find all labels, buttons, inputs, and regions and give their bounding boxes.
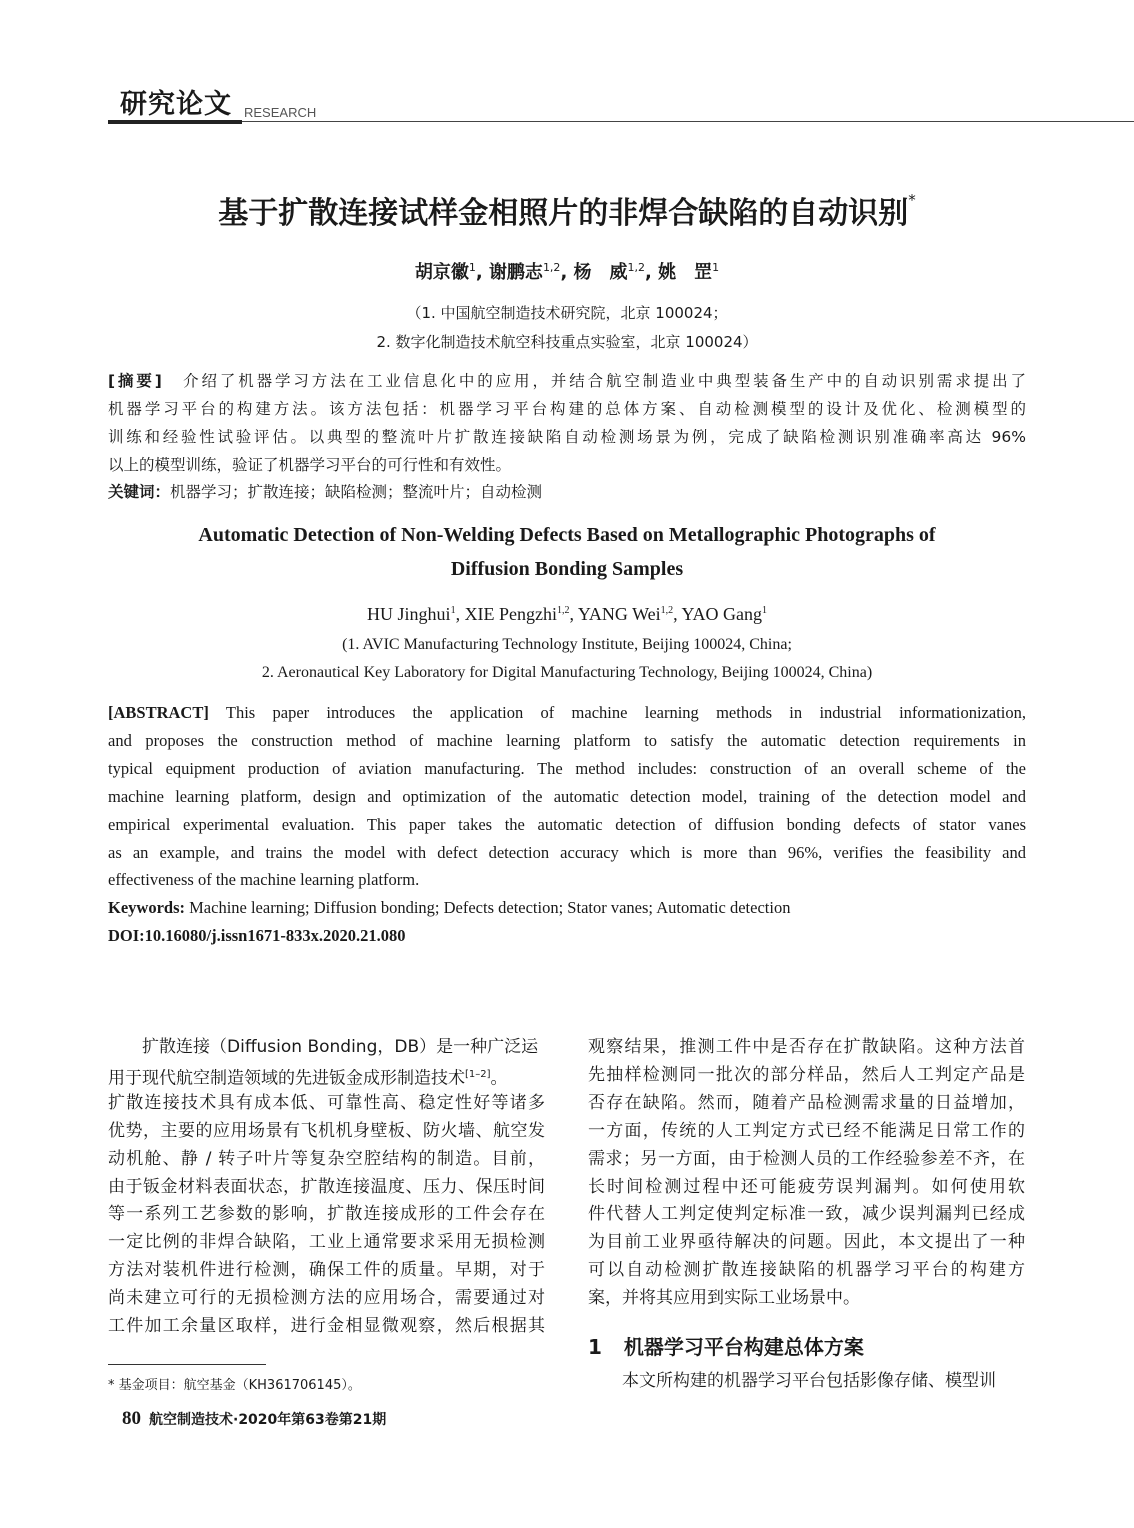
author-name: HU Jinghui <box>367 604 451 624</box>
affiliation-cn-2: 2. 数字化制造技术航空科技重点实验室，北京 100024） <box>376 333 758 351</box>
author-affil: 1 <box>761 605 767 616</box>
author-name: XIE Pengzhi <box>464 604 558 624</box>
body-line: 等一系列工艺参数的影响，扩散连接成形的工件会存在 <box>108 1204 545 1224</box>
keywords-en <box>108 898 1026 918</box>
abstract-cn-text: 介绍了机器学习方法在工业信息化中的应用，并结合航空制造业中典型装备生产中的自动识别需求提出了 <box>183 372 1026 390</box>
author-affil: 1 <box>450 605 456 616</box>
author-affil: 1,2 <box>660 605 674 616</box>
body-line: 一定比例的非焊合缺陷，工业上通常要求采用无损检测 <box>108 1232 545 1252</box>
affiliation-en-2: 2. Aeronautical Key Laboratory for Digital Manufacturing Technology, Beijing 100024, China) <box>261 664 873 681</box>
keywords-en-text: Machine learning; Diffusion bonding; Defects detection; Stator vanes; Automatic detection <box>189 898 791 917</box>
abstract-cn-line: 训练和经验性试验评估。以典型的整流叶片扩散连接缺陷自动检测场景为例，完成了缺陷检测识别准确率高达 96% <box>108 428 1026 446</box>
author-name: YANG Wei <box>577 604 661 624</box>
authors-en: HU Jinghui$^1$, XIE Pengzhi$^{1,2}$, YANG Wei$^{1,2}$, YAO Gang$^1$ <box>367 604 767 624</box>
body-line: 动机舱、静 / 转子叶片等复杂空腔结构的制造。目前， <box>108 1149 545 1169</box>
author-name: 姚 罡 <box>658 262 713 283</box>
body-line: 可以自动检测扩散连接缺陷的机器学习平台的构建方 <box>588 1260 1025 1280</box>
abstract-en-line: empirical experimental evaluation. This paper takes the automatic detection of diffusion bonding defects of stator vanes <box>108 815 1026 834</box>
author-affil: 1,2 <box>542 261 561 274</box>
citation: [1–2] <box>465 1069 491 1080</box>
paper-title-cn <box>0 188 1134 232</box>
author-name: 胡京徽 <box>414 262 469 283</box>
abstract-en-line: machine learning platform, design and optimization of the automatic detection model, training of the detection model and <box>108 787 1026 806</box>
author-affil: 1,2 <box>627 261 646 274</box>
authors-cn: 胡京徽$^1$, 谢鹏志$^{1,2}$, 杨 威$^{1,2}$, 姚 罡$^1$ <box>414 261 720 283</box>
journal-info: 航空制造技术·2020年第63卷第21期 <box>149 1412 387 1428</box>
paper-title-en-line-2: Diffusion Bonding Samples <box>450 558 684 580</box>
body-line: 由于钣金材料表面状态，扩散连接温度、压力、保压时间 <box>108 1177 545 1197</box>
body-line: 否存在缺陷。然而，随着产品检测需求量的日益增加， <box>588 1093 1025 1113</box>
abstract-cn-line <box>108 371 1026 391</box>
body-line: 本文所构建的机器学习平台包括影像存储、模型训 <box>622 1371 996 1391</box>
author-affil: 1 <box>468 261 476 274</box>
body-line: 为目前工业界亟待解决的问题。因此，本文提出了一种 <box>588 1232 1025 1252</box>
body-line: 扩散连接（Diffusion Bonding，DB）是一种广泛运 <box>142 1037 539 1057</box>
abstract-en-line: effectiveness of the machine learning platform. <box>108 870 420 889</box>
body-line: 先抽样检测同一批次的部分样品，然后人工判定产品是 <box>588 1065 1025 1085</box>
section-label-en: RESEARCH <box>244 105 317 120</box>
body-line: 一方面，传统的人工判定方式已经不能满足日常工作的 <box>588 1121 1025 1141</box>
affiliation-en-1: (1. AVIC Manufacturing Technology Institute, Beijing 100024, China; <box>342 636 792 653</box>
author-name: 杨 威 <box>573 262 628 283</box>
title-footnote-mark: * <box>908 191 916 209</box>
header-rule-thin <box>242 121 1134 122</box>
body-line: 观察结果，推测工件中是否存在扩散缺陷。这种方法首 <box>588 1037 1025 1057</box>
body-line: 用于现代航空制造领域的先进钣金成形制造技术[1–2]。 <box>108 1068 508 1089</box>
section-title: 机器学习平台构建总体方案 <box>623 1335 864 1359</box>
author-affil: 1 <box>712 261 720 274</box>
abstract-en-line: and proposes the construction method of machine learning platform to satisfy the automatic detection requirements in <box>108 731 1026 750</box>
section-number: 1 <box>588 1335 602 1359</box>
body-line: 案，并将其应用到实际工业场景中。 <box>588 1288 860 1308</box>
body-line: 件代替人工判定使判定标准一致，减少误判漏判已经成 <box>588 1204 1025 1224</box>
abstract-cn-label: [摘要] <box>108 372 162 390</box>
keywords-cn <box>108 482 1026 502</box>
paper-title-en-line-1: Automatic Detection of Non-Welding Defects Based on Metallographic Photographs of <box>198 524 936 546</box>
author-name: YAO Gang <box>681 604 762 624</box>
body-line: 优势，主要的应用场景有飞机机身壁板、防火墙、航空发 <box>108 1121 545 1141</box>
body-line: 工件加工余量区取样，进行金相显微观察，然后根据其 <box>108 1316 545 1336</box>
abstract-en-line <box>108 703 1026 723</box>
abstract-en-line: typical equipment production of aviation manufacturing. The method includes: construction of an overall scheme of the <box>108 759 1026 778</box>
body-text: 用于现代航空制造领域的先进钣金成形制造技术 <box>108 1068 465 1089</box>
body-line: 长时间检测过程中还可能疲劳误判漏判。如何使用软 <box>588 1177 1025 1197</box>
header-rule-thick <box>108 120 242 124</box>
abstract-cn-line: 机器学习平台的构建方法。该方法包括：机器学习平台构建的总体方案、自动检测模型的设计及优化、检测模型的 <box>108 400 1026 418</box>
abstract-en-label: [ABSTRACT] <box>108 703 209 722</box>
section-heading-1 <box>588 1331 864 1360</box>
abstract-cn-line: 以上的模型训练，验证了机器学习平台的可行性和有效性。 <box>108 456 512 474</box>
abstract-en-line: as an example, and trains the model with defect detection accuracy which is more than 96%, verifies the feasibility and <box>108 843 1026 862</box>
footnote-rule <box>108 1364 266 1365</box>
body-line: 方法对装机件进行检测，确保工件的质量。早期，对于 <box>108 1260 545 1280</box>
author-name: 谢鹏志 <box>488 262 543 283</box>
page-footer <box>122 1408 386 1430</box>
page-number: 80 <box>122 1408 141 1429</box>
title-cn-text: 基于扩散连接试样金相照片的非焊合缺陷的自动识别 <box>218 196 909 231</box>
abstract-en-text: This paper introduces the application of machine learning methods in industrial informationization, <box>225 703 1026 722</box>
body-line: 扩散连接技术具有成本低、可靠性高、稳定性好等诸多 <box>108 1093 545 1113</box>
section-label: 研究论文 <box>120 89 232 120</box>
keywords-en-label: Keywords: <box>108 898 185 917</box>
author-affil: 1,2 <box>557 605 570 616</box>
affiliation-cn-1: （1. 中国航空制造技术研究院，北京 100024； <box>406 304 728 322</box>
keywords-cn-label: 关键词： <box>108 483 171 501</box>
body-line: 需求；另一方面，由于检测人员的工作经验参差不齐，在 <box>588 1149 1025 1169</box>
footnote: * 基金项目：航空基金（KH361706145）。 <box>108 1378 361 1393</box>
keywords-cn-text: 机器学习；扩散连接；缺陷检测；整流叶片；自动检测 <box>170 483 543 501</box>
doi: DOI:10.16080/j.issn1671-833x.2020.21.080 <box>108 926 406 945</box>
body-line: 尚未建立可行的无损检测方法的应用场合，需要通过对 <box>108 1288 545 1308</box>
